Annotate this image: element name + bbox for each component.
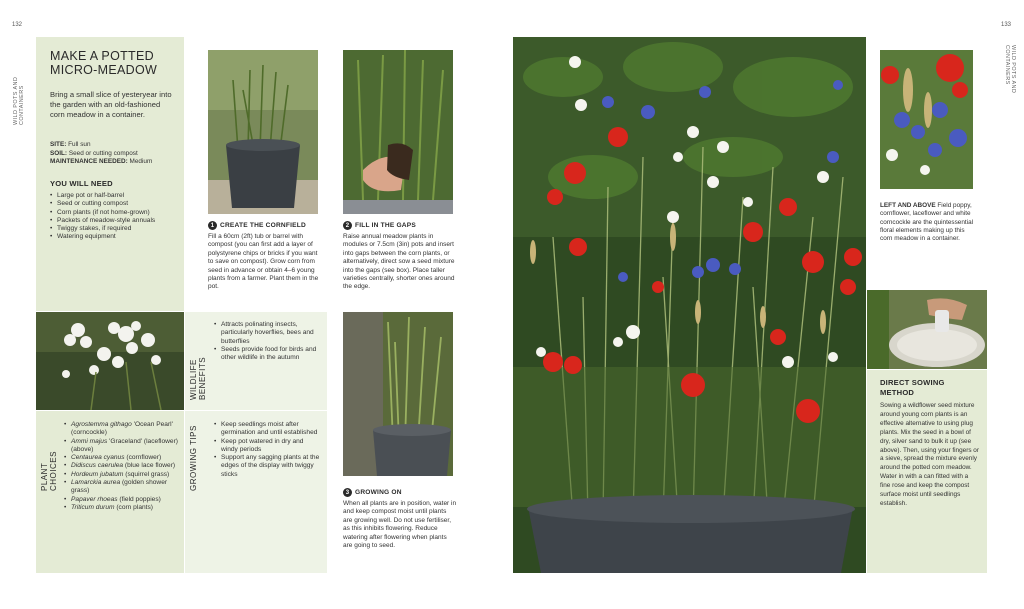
step-1-text: Fill a 60cm (2ft) tub or barrel with compost (you can first add a layer of polystyrene chips or bricks if you want to save on compost). Grow corn from seed in advance or obtain 4–6 young plants from a farmer. Plant them in the pot. bbox=[208, 233, 319, 291]
step-3-text: When all plants are in position, water in and keep compost moist until plants are growing well. Do not use fertiliser, as this inhibits flowering. Reduce watering after flowering when plants are going to seed. bbox=[343, 500, 457, 550]
plant-choice-item: • Ammi majus 'Graceland' (laceflower) (above) bbox=[64, 438, 180, 455]
step-1-photo bbox=[208, 50, 318, 214]
list-item: • Corn plants (if not home-grown) bbox=[50, 209, 160, 217]
intro-text: Bring a small slice of yesteryear into the garden with an old-fashioned corn meadow in a container. bbox=[50, 90, 172, 119]
step-number-badge: 1 bbox=[208, 221, 217, 230]
running-head-right: WILD POTS AND CONTAINERS bbox=[1004, 45, 1016, 94]
site-label: SITE: bbox=[50, 141, 67, 148]
list-item: • Support any sagging plants at the edges of the display with twiggy sticks bbox=[214, 454, 322, 479]
step-3-heading: 3 GROWING ON bbox=[343, 488, 402, 497]
list-item: • Twiggy stakes, if required bbox=[50, 225, 160, 233]
plant-choice-item: • Centaurea cyanus (cornflower) bbox=[64, 454, 180, 462]
page-number-left: 132 bbox=[12, 22, 23, 28]
laceflower-photo bbox=[36, 312, 184, 410]
list-item: • Keep pot watered in dry and windy periods bbox=[214, 438, 322, 455]
you-will-need-list bbox=[50, 192, 160, 242]
plant-choice-item: • Agrostemma githago 'Ocean Pearl' (corncockle) bbox=[64, 421, 180, 438]
list-item: • Keep seedlings moist after germination and until established bbox=[214, 421, 322, 438]
wildlife-benefits-list bbox=[214, 321, 322, 362]
plant-choice-item: • Hordeum jubatum (squirrel grass) bbox=[64, 471, 180, 479]
site-info bbox=[50, 141, 180, 167]
soil-value: Seed or cutting compost bbox=[68, 149, 138, 157]
step-number-badge: 2 bbox=[343, 221, 352, 230]
maintenance-label: MAINTENANCE NEEDED: bbox=[50, 158, 128, 166]
plant-choice-item: • Triticum durum (corn plants) bbox=[64, 504, 180, 512]
plant-choices-list bbox=[64, 421, 180, 512]
title-line-1: MAKE A POTTED bbox=[50, 49, 154, 63]
page-number-right: 133 bbox=[1001, 22, 1012, 28]
list-item: • Seeds provide food for birds and other wildlife in the autumn bbox=[214, 346, 322, 363]
list-item: • Attracts polinating insects, particularly hoverflies, bees and butterflies bbox=[214, 321, 322, 346]
maintenance-value: Medium bbox=[129, 158, 153, 166]
step-2-photo bbox=[343, 50, 453, 214]
step-2-text: Raise annual meadow plants in modules or 7.5cm (3in) pots and insert into gaps between the corn plants, or alternatively, direct sow a seed mixture into the gaps (see box). Place taller varieties centrally, shorter ones around the edge. bbox=[343, 233, 455, 291]
step-number-badge: 3 bbox=[343, 488, 352, 497]
plant-choice-item: • Didiscus caerulea (blue lace flower) bbox=[64, 462, 180, 470]
growing-tips-list bbox=[214, 421, 322, 479]
title-line-2: MICRO-MEADOW bbox=[50, 63, 158, 77]
meadow-main-photo bbox=[513, 37, 866, 573]
direct-sowing-text: Sowing a wildflower seed mixture around young corn plants is an effective alternative to using plug plants. Mix the seed in a bowl of dry, silver sand to bulk it up (see above). Then, using your fingers or a sieve, spread the mixture evenly around the potted corn meadow. Water in with a can fitted with a fine rose and keep the compost surface moist until seedlings establish. bbox=[880, 402, 979, 507]
step-2-heading: 2 FILL IN THE GAPS bbox=[343, 221, 416, 230]
list-item: • Large pot or half-barrel bbox=[50, 192, 160, 200]
direct-sowing-heading: DIRECT SOWING METHOD bbox=[880, 378, 945, 397]
running-head-left: WILD POTS AND CONTAINERS bbox=[13, 76, 25, 125]
caption-bold: LEFT AND ABOVE bbox=[880, 202, 936, 209]
caption-text: Field poppy, cornflower, laceflower and white corncockle are the quintessential floral elements making up this corn meadow in a container. bbox=[880, 202, 974, 243]
plant-choice-item: • Lamarckia aurea (golden shower grass) bbox=[64, 479, 180, 496]
sowing-photo bbox=[867, 290, 987, 369]
plant-choice-item: • Papaver rhoeas (field poppies) bbox=[64, 496, 180, 504]
page-title bbox=[50, 49, 180, 77]
soil-label: SOIL: bbox=[50, 149, 68, 157]
photo-caption bbox=[880, 202, 974, 243]
step-3-photo bbox=[343, 312, 453, 476]
you-will-need-heading: YOU WILL NEED bbox=[50, 179, 113, 188]
site-value: Full sun bbox=[68, 141, 91, 148]
intro-panel bbox=[36, 37, 184, 311]
plant-choices-label: PLANT CHOICES bbox=[40, 451, 58, 491]
flower-detail-photo bbox=[880, 50, 973, 189]
list-item: • Watering equipment bbox=[50, 233, 160, 241]
growing-tips-label: GROWING TIPS bbox=[189, 425, 198, 491]
list-item: • Packets of meadow-style annuals bbox=[50, 217, 160, 225]
step-1-heading: 1 CREATE THE CORNFIELD bbox=[208, 221, 306, 230]
list-item: • Seed or cutting compost bbox=[50, 200, 160, 208]
wildlife-benefits-label: WILDLIFE BENEFITS bbox=[189, 356, 207, 400]
